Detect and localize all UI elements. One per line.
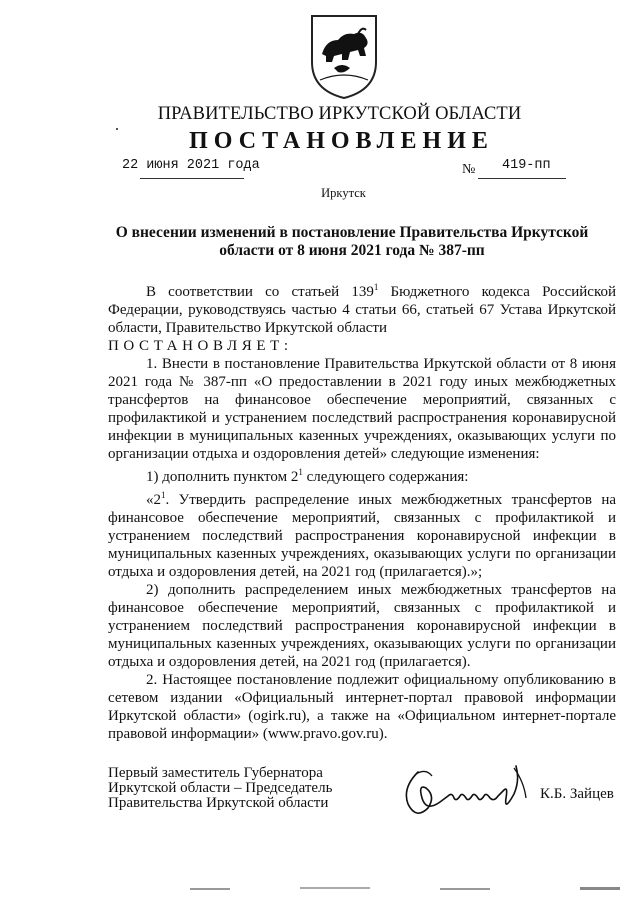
city: Иркутск xyxy=(321,186,366,200)
document-title: О внесении изменений в постановление Правительства Иркутской области от 8 июня 2021 года № 387-пп xyxy=(115,224,589,259)
document-kind: ПОСТАНОВЛЕНИЕ xyxy=(189,128,494,154)
paragraph-item-2: 2. Настоящее постановление подлежит официальному опубликованию в сетевом издании «Официальный интернет-портал правовой информации Иркутской области» (ogirk.ru), а также на «Официальном интернет-портале правовой информации» (www.pravo.gov.ru). xyxy=(108,672,616,742)
paragraph-sub-1: 1) дополнить пунктом $2^1$ следующего содержания: xyxy=(146,467,469,485)
paragraph-new-point: «$2^1$. Утвердить распределение иных межбюджетных трансфертов на финансовое обеспечение мероприятий, связанных с профилактикой и устранением последствий распространения коронавирусной инфекции в муниципальных казенных учреждениях, оказывающих услуги по организации отдыха и оздоровления детей, на 2021 год (прилагается).»; xyxy=(108,490,616,580)
decree-word: ПОСТАНОВЛЯЕТ: xyxy=(108,338,293,354)
date-underline xyxy=(140,178,244,179)
paragraph-basis: В соответствии со статьей $139^1$ Бюджетного кодекса Российской Федерации, руководствуясь частью 4 статьи 66, статьей 67 Устава Иркутской области, Правительство Иркутской области xyxy=(108,282,616,336)
document-date: 22 июня 2021 года xyxy=(122,158,260,173)
signatory-name: К.Б. Зайцев xyxy=(540,786,614,802)
handwritten-signature xyxy=(396,758,546,828)
scan-artifacts xyxy=(180,886,639,892)
coat-of-arms-icon xyxy=(304,10,384,102)
paragraph-sub-2: 2) дополнить распределением иных межбюджетных трансфертов на финансовое обеспечение мероприятий, связанных с профилактикой и устранением последствий распространения коронавирусной инфекции в муниципальных казенных учреждениях, оказывающих услуги по организации отдыха и оздоровления детей, на 2021 год (прилагается). xyxy=(108,582,616,670)
signatory-position: Первый заместитель Губернатора Иркутской области – Председатель Правительства Иркутской области xyxy=(108,765,333,811)
number-sign: № xyxy=(462,162,476,177)
paragraph-item-1: 1. Внести в постановление Правительства Иркутской области от 8 июня 2021 года № 387-пп «О предоставлении в 2021 году иных межбюджетных трансфертов на финансовое обеспечение мероприятий, связанных с профилактикой и устранением последствий распространения коронавирусной инфекции в муниципальных казенных учреждениях, оказывающих услуги по организации отдыха и оздоровления детей» следующие изменения: xyxy=(108,356,616,462)
document-body xyxy=(108,278,616,743)
government-name: ПРАВИТЕЛЬСТВО ИРКУТСКОЙ ОБЛАСТИ xyxy=(157,104,522,124)
number-underline xyxy=(478,178,566,179)
document-number: 419-пп xyxy=(502,158,551,173)
